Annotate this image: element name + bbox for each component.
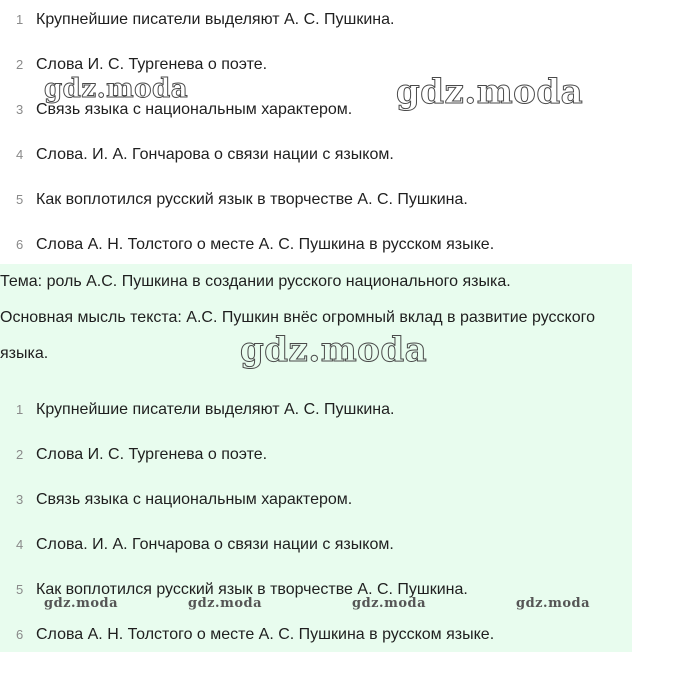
answer-plan-list	[0, 390, 632, 660]
item-number: 3	[16, 492, 24, 507]
item-text: Как воплотился русский язык в творчестве А. С. Пушкина.	[36, 191, 468, 208]
item-text: Слова А. Н. Толстого о месте А. С. Пушкина в русском языке.	[36, 236, 495, 253]
watermark-logo: gdz.moda	[240, 330, 428, 370]
item-text: Слова И. С. Тургенева о поэте.	[36, 56, 268, 73]
item-number: 5	[16, 192, 24, 207]
watermark-logo: gdz.moda	[396, 72, 584, 112]
item-text: Крупнейшие писатели выделяют А. С. Пушкина.	[36, 11, 395, 28]
item-text: Связь языка с национальным характером.	[36, 101, 353, 118]
item-text: Слова И. С. Тургенева о поэте.	[36, 446, 268, 463]
item-number: 6	[16, 627, 24, 642]
item-number: 5	[16, 582, 24, 597]
item-number: 2	[16, 447, 24, 462]
list-item	[0, 135, 640, 180]
list-item	[0, 435, 632, 480]
answer-box	[0, 264, 632, 652]
item-number: 3	[16, 102, 24, 117]
answer-topic: Тема: роль А.С. Пушкина в создании русского национального языка.	[0, 273, 511, 290]
item-number: 6	[16, 237, 24, 252]
list-item	[0, 615, 632, 660]
list-item	[0, 390, 632, 435]
item-text: Связь языка с национальным характером.	[36, 491, 353, 508]
item-number: 4	[16, 537, 24, 552]
item-number: 1	[16, 402, 24, 417]
watermark-logo: gdz.moda	[44, 596, 119, 611]
list-item	[0, 480, 632, 525]
item-text: Крупнейшие писатели выделяют А. С. Пушкина.	[36, 401, 395, 418]
watermark-logo: gdz.moda	[188, 596, 263, 611]
item-number: 4	[16, 147, 24, 162]
item-text: Слова. И. А. Гончарова о связи нации с языком.	[36, 146, 394, 163]
list-item	[0, 0, 640, 45]
watermark-logo: gdz.moda	[44, 74, 189, 104]
item-text: Как воплотился русский язык в творчестве А. С. Пушкина.	[36, 581, 468, 598]
item-text: Слова А. Н. Толстого о месте А. С. Пушкина в русском языке.	[36, 626, 495, 643]
answer-main-idea: Основная мысль текста: А.С. Пушкин внёс огромный вклад в развитие русского языка.	[0, 309, 595, 362]
watermark-logo: gdz.moda	[352, 596, 427, 611]
item-number: 2	[16, 57, 24, 72]
question-plan-list	[0, 0, 640, 270]
watermark-logo: gdz.moda	[516, 596, 591, 611]
item-number: 1	[16, 12, 24, 27]
item-text: Слова. И. А. Гончарова о связи нации с языком.	[36, 536, 394, 553]
list-item	[0, 525, 632, 570]
list-item	[0, 180, 640, 225]
